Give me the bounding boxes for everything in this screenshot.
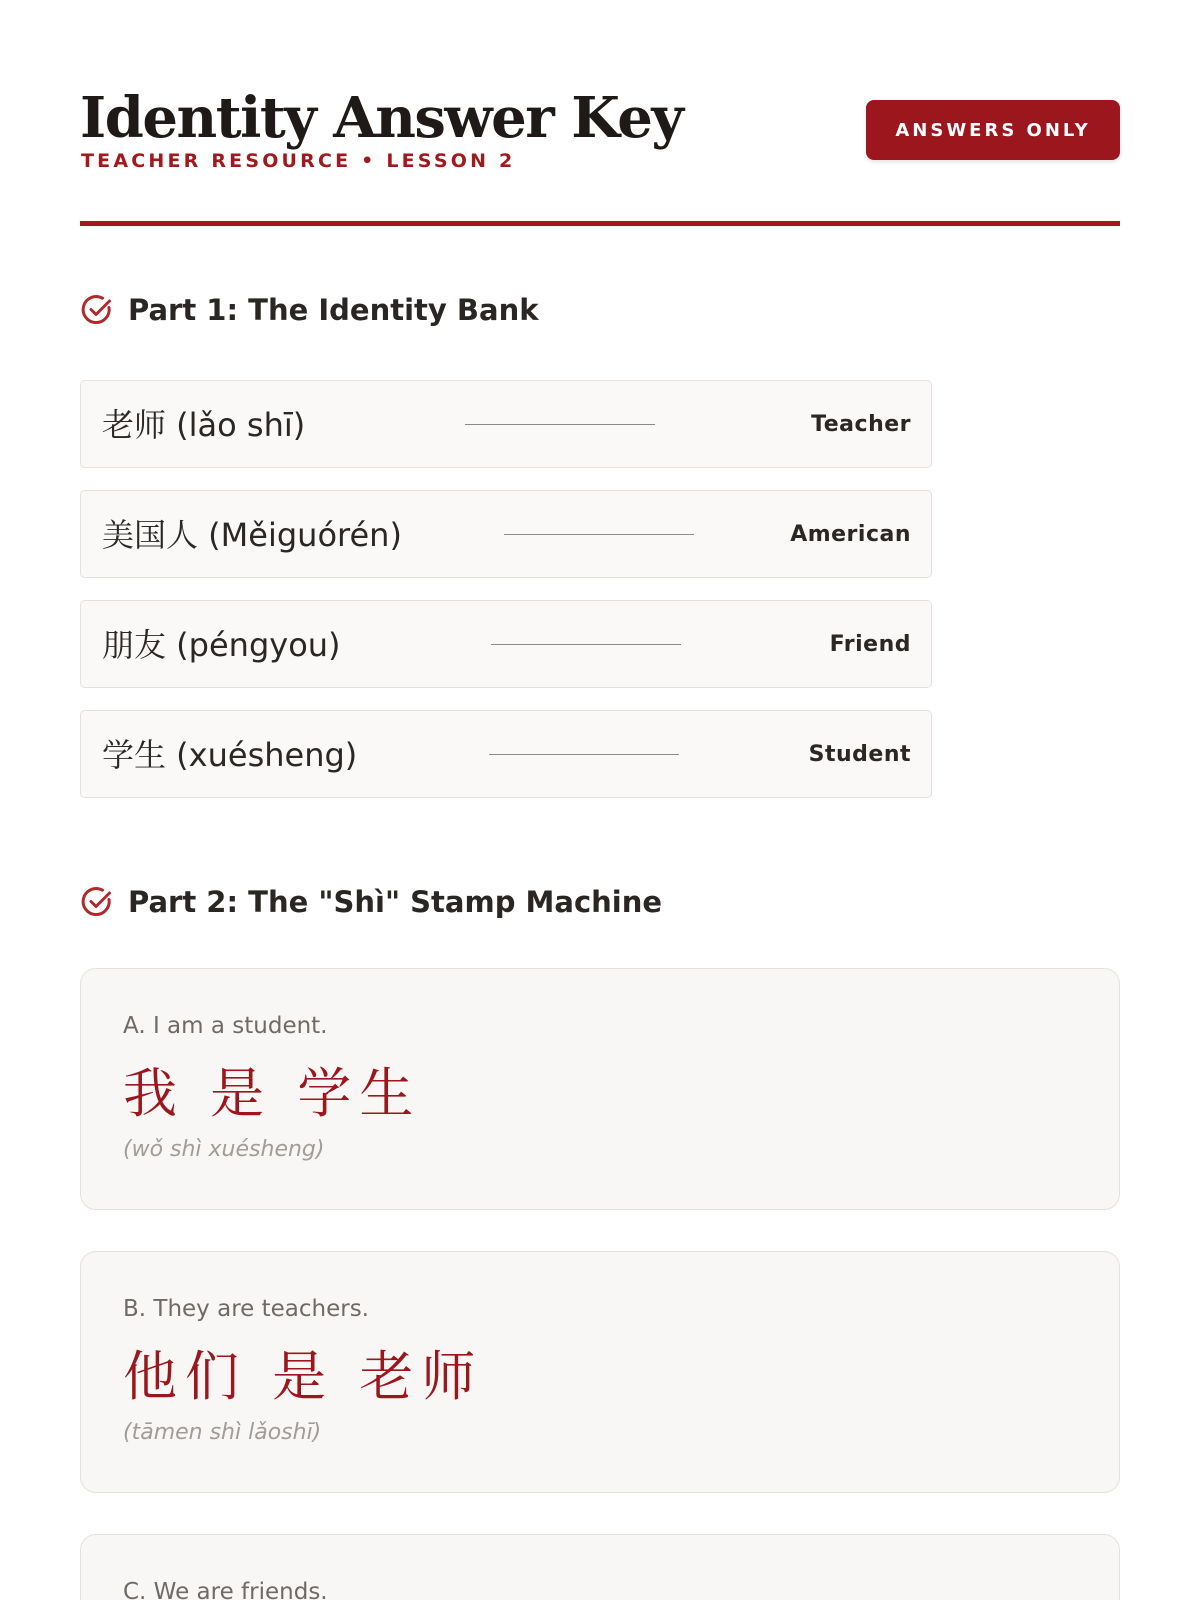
sentence-card: [80, 1251, 1120, 1493]
page-subtitle: TEACHER RESOURCE • LESSON 2: [81, 150, 516, 172]
match-line: [491, 644, 681, 645]
match-line: [489, 754, 679, 755]
card-prompt: A. I am a student.: [123, 1013, 328, 1039]
card-prompt: B. They are teachers.: [123, 1296, 369, 1322]
bank-row: [80, 490, 932, 578]
card-prompt: C. We are friends.: [123, 1579, 328, 1600]
answer-key-page: [80, 0, 1120, 1600]
match-line: [504, 534, 694, 535]
match-line: [465, 424, 655, 425]
bank-meaning: Student: [808, 742, 911, 767]
bank-term: 朋友 (péngyou): [102, 626, 341, 664]
bank-meaning: Teacher: [811, 412, 911, 437]
header-divider: [80, 221, 1120, 226]
sentence-card: [80, 968, 1120, 1210]
part1-heading: [80, 290, 539, 330]
card-pinyin: (wǒ shì xuésheng): [123, 1137, 325, 1162]
bank-row: [80, 600, 932, 688]
bank-row: [80, 710, 932, 798]
part1-title: Part 1: The Identity Bank: [128, 293, 539, 327]
card-pinyin: (tāmen shì lǎoshī): [123, 1420, 322, 1445]
answers-only-button[interactable]: ANSWERS ONLY: [866, 100, 1120, 160]
bank-term: 老师 (lǎo shī): [102, 406, 306, 444]
card-hanzi: 我 是 学生: [123, 1062, 422, 1125]
bank-meaning: American: [790, 522, 911, 547]
sentence-card: [80, 1534, 1120, 1600]
part2-title: Part 2: The "Shì" Stamp Machine: [128, 885, 663, 919]
bank-term: 学生 (xuésheng): [102, 736, 358, 774]
check-circle-icon: [80, 293, 114, 327]
card-hanzi: 他们 是 老师: [123, 1345, 484, 1408]
bank-term: 美国人 (Měiguórén): [102, 516, 402, 554]
page-header: [80, 80, 1120, 230]
part2-heading: [80, 882, 662, 922]
check-circle-icon: [80, 885, 114, 919]
identity-bank-list: [80, 380, 934, 820]
page-title: Identity Answer Key: [80, 85, 683, 151]
bank-row: [80, 380, 932, 468]
bank-meaning: Friend: [829, 632, 911, 657]
